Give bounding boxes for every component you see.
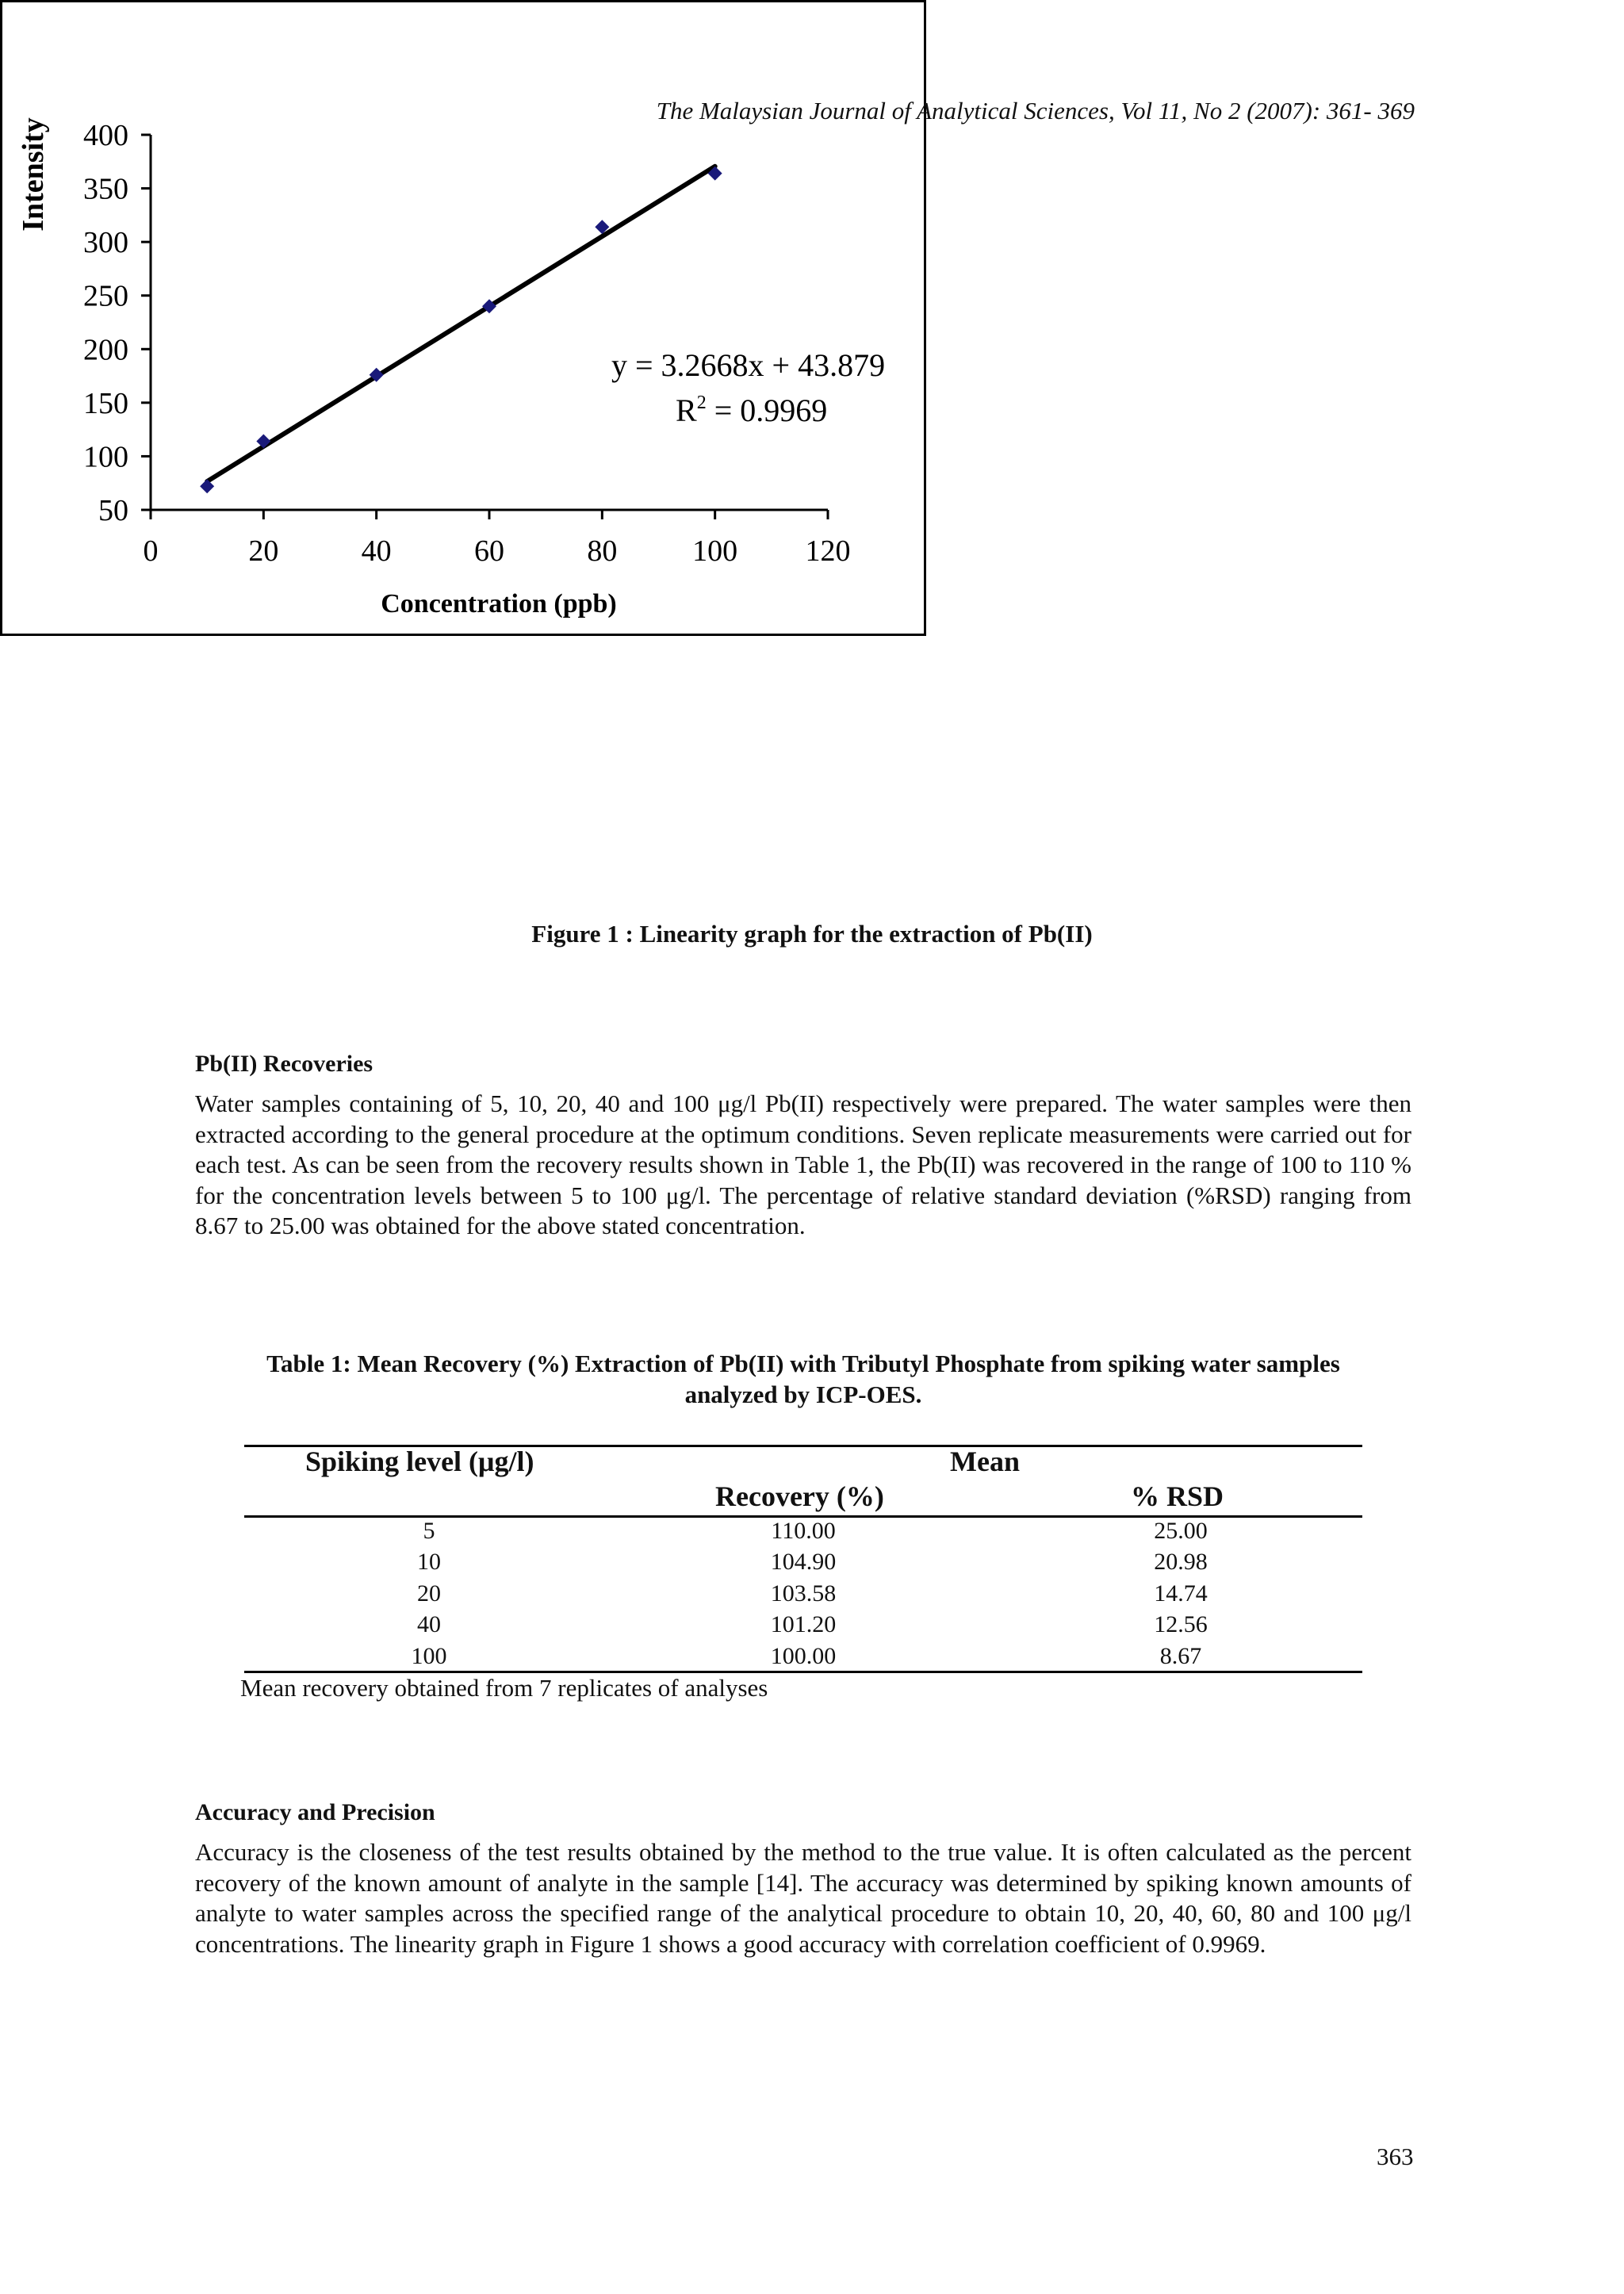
- cell-recovery: 104.90: [770, 1549, 837, 1576]
- cell-rsd: 25.00: [1154, 1518, 1208, 1544]
- cell-rsd: 8.67: [1159, 1642, 1202, 1669]
- y-tick-label: 200: [83, 333, 128, 367]
- header-rsd: % RSD: [1131, 1480, 1224, 1512]
- cell-recovery: 103.58: [770, 1580, 837, 1607]
- figure-caption: Figure 1 : Linearity graph for the extraction of Pb(II): [531, 920, 1093, 948]
- cell-rsd: 14.74: [1154, 1580, 1208, 1607]
- x-tick-label: 120: [805, 534, 851, 568]
- data-point: [200, 479, 214, 493]
- x-tick-label: 60: [474, 534, 504, 568]
- cell-recovery: 100.00: [770, 1642, 837, 1669]
- y-tick-label: 100: [83, 440, 128, 474]
- header-mean: Mean: [950, 1446, 1020, 1477]
- table-bottom-rule: [244, 1671, 1362, 1673]
- recoveries-paragraph: Water samples containing of 5, 10, 20, 40 and 100 μg/l Pb(II) respectively were prepared. The water samples were then extracted according to the general procedure at the optimum conditions. Seven replicate measurements were carried out for each test. As can be seen from the recovery results shown in Table 1, the Pb(II) was recovered in the range of 100 to 110 % for the concentration levels between 5 to 100 μg/l. The percentage of relative standard deviation (%RSD) ranging from 8.67 to 25.00 was obtained for the above stated concentration.: [195, 1090, 1411, 1239]
- x-tick-label: 20: [248, 534, 279, 568]
- cell-spiking-level: 10: [417, 1549, 441, 1576]
- page-number: 363: [1377, 2143, 1414, 2170]
- cell-recovery: 110.00: [771, 1518, 836, 1544]
- header-spiking-level: Spiking level (μg/l): [305, 1446, 534, 1477]
- x-tick-label: 40: [361, 534, 392, 568]
- cell-spiking-level: 20: [417, 1580, 441, 1607]
- y-tick-label: 350: [83, 172, 128, 206]
- table-note: Mean recovery obtained from 7 replicates of analyses: [240, 1674, 768, 1702]
- running-head: The Malaysian Journal of Analytical Sciences, Vol 11, No 2 (2007): 361- 369: [656, 97, 1415, 124]
- header-recovery: Recovery (%): [715, 1480, 884, 1512]
- x-tick-label: 0: [143, 534, 159, 568]
- table-caption-line2: analyzed by ICP-OES.: [684, 1381, 922, 1408]
- data-points: [200, 167, 722, 494]
- cell-spiking-level: 5: [423, 1518, 435, 1544]
- r-squared-exponent: 2: [696, 393, 707, 413]
- x-axis-ticks: [144, 510, 851, 568]
- r-squared: $R^2 = 0.9969$: [676, 393, 828, 428]
- linearity-chart: [0, 0, 926, 636]
- y-axis-label: Intensity: [17, 117, 50, 232]
- cell-spiking-level: 100: [411, 1642, 447, 1669]
- y-tick-label: 250: [83, 279, 128, 313]
- table-caption-line1: Table 1: Mean Recovery (%) Extraction of Pb(II) with Tributyl Phosphate from spiking water samples: [266, 1350, 1340, 1377]
- cell-spiking-level: 40: [417, 1611, 441, 1638]
- cell-rsd: 20.98: [1154, 1549, 1208, 1576]
- y-axis-ticks: [83, 119, 151, 527]
- x-axis-label: Concentration (ppb): [381, 589, 617, 618]
- trendline-equation: y = 3.2668x + 43.879: [611, 347, 886, 383]
- section-heading-accuracy: Accuracy and Precision: [195, 1799, 435, 1825]
- y-tick-label: 400: [83, 119, 128, 152]
- y-tick-label: 150: [83, 386, 128, 420]
- chart-svg: [0, 0, 921, 631]
- y-tick-label: 50: [98, 494, 128, 527]
- cell-recovery: 101.20: [770, 1611, 837, 1638]
- data-point: [256, 435, 270, 449]
- x-tick-label: 100: [692, 534, 738, 568]
- accuracy-paragraph: Accuracy is the closeness of the test results obtained by the method to the true value. It is often calculated as the percent recovery of the known amount of analyte in the sample [14]. The accuracy was determined by spiking known amounts of analyte to water samples across the specified range of the analytical procedure to obtain 10, 20, 40, 60, 80 and 100 μg/l concentrations. The linearity graph in Figure 1 shows a good accuracy with correlation coefficient of 0.9969.: [195, 1838, 1411, 1958]
- trendline: [207, 167, 715, 481]
- table-caption: [195, 1348, 1411, 1410]
- y-tick-label: 300: [83, 226, 128, 260]
- cell-rsd: 12.56: [1154, 1611, 1208, 1638]
- section-heading-recoveries: Pb(II) Recoveries: [195, 1051, 373, 1077]
- x-tick-label: 80: [587, 534, 618, 568]
